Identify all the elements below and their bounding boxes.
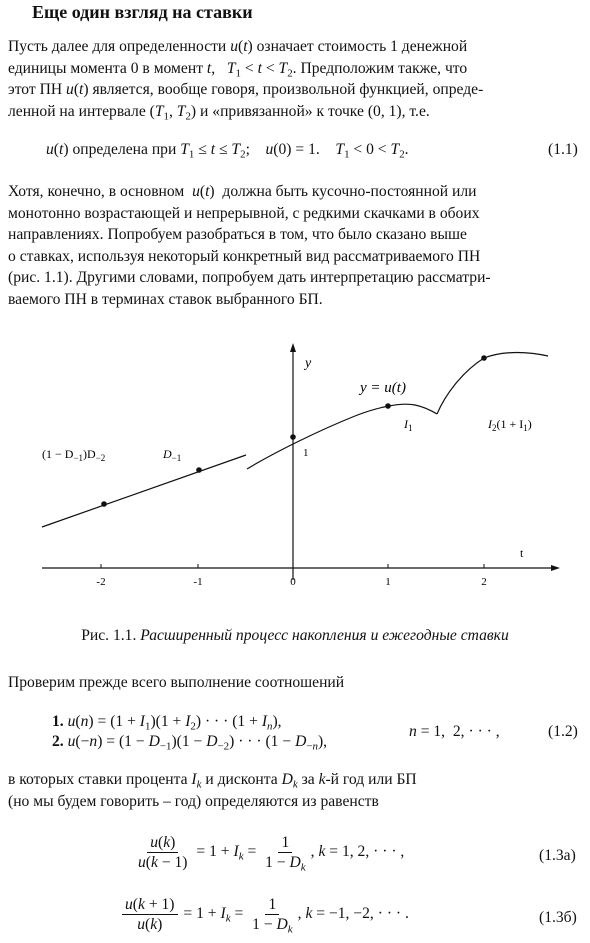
equation-1-1: u(t) определена при $T_1 \le t \le T_2$; u(0) = 1. $T_1 < 0 < T_2$. [46, 141, 409, 161]
equation-1-2-range: n = 1, 2, · · · , [409, 723, 500, 740]
label-d-one: $D_{-1}$ [163, 447, 182, 463]
left-segment [42, 455, 246, 527]
point-2 [481, 355, 487, 361]
paragraph-3: Проверим прежде всего выполнение соотношений [8, 674, 345, 691]
label-i-two: $I_2(1 + I_1)$ [488, 417, 532, 433]
x-tick-label: 2 [481, 576, 487, 588]
x-axis-label: t [520, 546, 524, 560]
equation-1-3b: $\frac{u(k + 1)}{u(k)}$ = $1 + I_k$ = $\frac{1}{1 - D_k}$ , k = −1, −2, · · · . [120, 895, 409, 934]
main-curve [247, 404, 437, 469]
x-tick-label: -2 [96, 576, 106, 588]
x-tick-label: 0 [290, 576, 296, 588]
x-tick-label: -1 [193, 576, 203, 588]
paragraph-2: Хотя, конечно, в основном u(t) должна быть кусочно-постоянной или монотонно возрастающей и непрерывной, с редкими скачками в обоих направлениях. Попробуем разобраться в том, что было сказано выше о ставках, используя некоторый конкретный вид рассматриваемого ПН (рис. 1.1). Другими словами, попробуем дать интерпретацию рассматри- ваемого ПН в терминах ставок выбранного БП. [8, 183, 491, 308]
label-i-one: $I_1$ [404, 417, 413, 433]
equation-number-1-2: (1.2) [548, 723, 578, 740]
equation-number-1-1: (1.1) [548, 141, 578, 158]
y-axis-label: y [305, 356, 312, 371]
curve-label: y = u(t) [360, 380, 406, 396]
section-title: Еще один взгляд на ставки [32, 2, 253, 22]
y-tick-label: 1 [303, 447, 309, 459]
right-curve [437, 353, 548, 415]
label-d-left: $(1 - D_{-1})D_{-2}$ [42, 447, 106, 463]
point-m2 [101, 501, 107, 507]
y-axis-arrow [290, 343, 296, 352]
point-1 [385, 403, 391, 409]
paragraph-4: в которых ставки процента $I_k$ и дисконта $D_k$ за k-й год или БП (но мы будем говорить – год) определяются из равенств [8, 771, 417, 810]
intro-paragraph: Пусть далее для определенности u(t) означает стоимость 1 денежной единицы момента 0 в момент t, $T_1 < t < T_2$. Предположим также, что этот ПН u(t) является, вообще говоря, произвольной функцией, опреде- ленной на интервале ($T_1$, $T_2$) и «привязанной» к точке (0, 1), т.е. [8, 38, 484, 123]
equation-1-2-line2: 2. $u(-n) = (1 - D_{-1})(1 - D_{-2})$ · · · $(1 - D_{-n})$, [52, 733, 328, 753]
equation-number-1-3a: (1.3а) [539, 847, 576, 864]
figure-caption: Рис. 1.1. Расширенный процесс накопления и ежегодные ставки [81, 627, 509, 644]
equation-1-3a: $\frac{u(k)}{u(k - 1)}$ = $1 + I_k$ = $\frac{1}{1 - D_k}$ , k = 1, 2, · · · , [138, 834, 405, 874]
x-tick-label: 1 [385, 576, 391, 588]
equation-number-1-3b: (1.3б) [539, 909, 577, 926]
point-m1 [196, 467, 202, 473]
figure-1-1 [0, 330, 590, 605]
x-axis-arrow [551, 565, 560, 571]
point-0 [290, 434, 296, 440]
equation-1-2-line1: 1. $u(n) = (1 + I_1)(1 + I_2)$ · · · $(1 + I_n)$, [52, 713, 282, 733]
